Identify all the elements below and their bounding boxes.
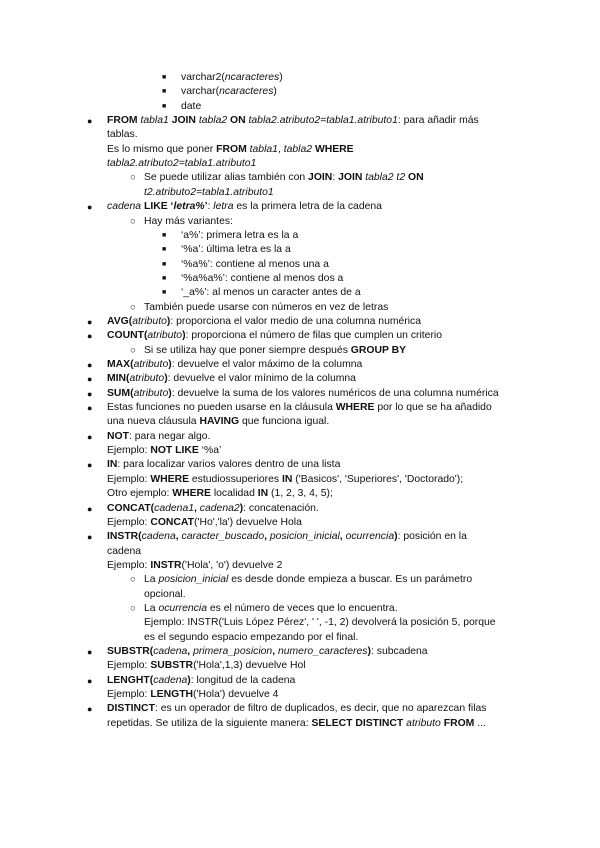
- list-item-line: [181, 100, 201, 114]
- text-run: tabla2: [283, 143, 315, 155]
- text-run: atributo: [406, 717, 444, 729]
- text-run: estudiossuperiores: [191, 473, 283, 485]
- text-run: ): [367, 646, 371, 657]
- text-run: cadena1: [154, 502, 195, 514]
- text-run: cadena: [153, 646, 188, 657]
- text-run: Es lo mismo que poner: [107, 143, 217, 155]
- list-item-line: [107, 430, 210, 444]
- text-run: tabla2 t2: [365, 172, 408, 184]
- list-item-line: [107, 717, 486, 731]
- text-run: ‘_a%’: al menos un caracter antes de a: [181, 287, 361, 299]
- text-run: MAX(: [107, 359, 134, 370]
- text-run: JOIN: [171, 115, 199, 127]
- bullet-dot-icon: ●: [87, 704, 93, 715]
- text-run: : devuelve el valor mínimo de la columna: [167, 373, 356, 385]
- text-run: Otro ejemplo:: [107, 488, 173, 500]
- text-run: tabla1: [249, 143, 278, 155]
- text-run: También puede usarse con números en vez de letras: [144, 301, 389, 313]
- text-run: atributo: [133, 359, 169, 370]
- text-run: FROM: [107, 115, 141, 127]
- text-run: ): [273, 86, 277, 98]
- bullet-dot-icon: ●: [87, 675, 93, 686]
- text-run: : para negar algo.: [128, 430, 211, 442]
- list-item-line: [107, 329, 442, 343]
- bullet-square-icon: ■: [162, 289, 167, 297]
- text-run: : es un operador de filtro de duplicados, es decir, que no aparezcan filas: [154, 703, 487, 715]
- bullet-circle-icon: ○: [130, 301, 136, 313]
- text-run: por lo que se ha añadido: [377, 402, 492, 414]
- list-item-line: [181, 243, 291, 257]
- text-run: WHERE: [150, 473, 192, 485]
- list-item-line: [107, 645, 428, 659]
- text-run: Si se utiliza hay que poner siempre después: [144, 344, 351, 356]
- text-run: : para añadir más: [397, 115, 479, 127]
- text-run: posicion_inicial: [269, 531, 340, 543]
- list-item-line: [181, 229, 298, 243]
- text-run: opcional.: [144, 588, 186, 600]
- list-item-line: [107, 157, 256, 171]
- text-run: JOIN: [338, 172, 366, 184]
- text-run: JOIN: [308, 172, 333, 184]
- bullet-square-icon: ■: [162, 231, 167, 239]
- text-run: : concatenación.: [243, 502, 319, 514]
- bullet-circle-icon: ○: [130, 574, 136, 586]
- text-run: ‘a%’: primera letra es la a: [181, 229, 299, 241]
- text-run: tabla2.atributo2=tabla1.atributo1: [248, 115, 398, 127]
- text-run: DISTINCT: [107, 703, 155, 715]
- text-run: La: [144, 574, 159, 586]
- bullet-dot-icon: ●: [87, 503, 93, 514]
- text-run: ncaracteres: [224, 72, 280, 83]
- list-item-line: [107, 143, 354, 157]
- text-run: ,: [194, 502, 200, 514]
- text-run: ): [187, 674, 191, 686]
- text-run: es el segundo espacio empezando por el final.: [144, 631, 359, 643]
- text-run: INSTR: [150, 559, 182, 571]
- text-run: : posición en la: [397, 531, 467, 543]
- text-run: atributo: [129, 373, 165, 385]
- text-run: cadena: [107, 201, 144, 213]
- list-item-line: [107, 659, 306, 673]
- list-item-line: [144, 573, 472, 587]
- text-run: IN: [107, 459, 118, 471]
- list-item-line: [107, 516, 302, 530]
- text-run: tabla2.atributo2=tabla1.atributo1: [107, 158, 257, 170]
- list-item-line: [107, 200, 382, 214]
- text-run: WHERE: [335, 402, 378, 414]
- bullet-dot-icon: ●: [87, 647, 93, 657]
- text-run: ('Hola',1,3) devuelve Hol: [193, 660, 306, 672]
- bullet-dot-icon: ●: [87, 532, 93, 543]
- text-run: :: [332, 172, 339, 184]
- list-item-line: [107, 473, 463, 487]
- text-run: una nueva cláusula: [107, 416, 200, 428]
- text-run: ): [166, 315, 171, 327]
- text-run: cadena: [153, 674, 188, 686]
- text-run: AVG(: [107, 315, 133, 327]
- text-run: ): [164, 373, 168, 385]
- list-item-line: [107, 674, 295, 688]
- text-run: que funciona igual.: [241, 416, 330, 428]
- text-run: ,: [187, 646, 194, 657]
- list-item-line: [181, 258, 329, 272]
- text-run: Ejemplo: INSTR('Luis López Pérez', ' ', -1, 2) devolverá la posición 5, porque: [144, 617, 496, 629]
- text-run: ): [239, 502, 244, 514]
- text-run: HAVING: [199, 416, 242, 428]
- text-run: Ejemplo:: [107, 689, 151, 701]
- text-run: tablas.: [107, 129, 138, 141]
- text-run: primera_posicion: [193, 646, 273, 657]
- bullet-circle-icon: ○: [130, 215, 136, 227]
- text-run: : devuelve el valor máximo de la columna: [171, 359, 363, 370]
- text-run: La: [144, 602, 159, 614]
- text-run: IN: [257, 488, 272, 500]
- text-run: ,: [175, 531, 182, 543]
- list-item-line: [181, 286, 361, 300]
- list-item-line: [181, 272, 343, 286]
- list-item-line: [107, 530, 467, 544]
- text-run: :: [207, 201, 214, 213]
- text-run: Ejemplo:: [107, 473, 151, 485]
- text-run: LIKE ‘: [143, 201, 174, 213]
- text-run: repetidas. Se utiliza de la siguiente manera:: [107, 717, 312, 729]
- text-run: tabla2: [198, 115, 231, 127]
- text-run: Se puede utilizar alias también con: [144, 172, 309, 184]
- text-run: varchar2(: [181, 72, 225, 83]
- text-run: ON: [407, 172, 424, 184]
- list-item-line: [144, 301, 388, 315]
- text-run: LENGTH: [150, 689, 194, 701]
- bullet-square-icon: ■: [162, 274, 167, 282]
- list-item-line: [107, 502, 319, 516]
- text-run: Estas funciones no pueden usarse en la cláusula: [107, 402, 336, 414]
- bullet-dot-icon: ●: [87, 331, 93, 342]
- text-run: es la primera letra de la cadena: [236, 201, 382, 213]
- bullet-square-icon: ■: [162, 88, 167, 96]
- bullet-dot-icon: ●: [87, 403, 93, 414]
- text-run: ‘%a’: última letra es la a: [181, 244, 291, 256]
- bullet-dot-icon: ●: [87, 360, 93, 370]
- text-run: ‘%a’: [201, 445, 222, 457]
- list-item-line: [107, 444, 221, 458]
- text-run: NOT: [107, 430, 129, 442]
- list-item-line: [144, 186, 274, 200]
- text-run: localidad: [213, 488, 258, 500]
- list-item-line: [144, 602, 398, 616]
- list-item-line: [144, 344, 406, 358]
- text-run: t2.atributo2=tabla1.atributo1: [144, 186, 274, 198]
- text-run: numero_caracteres: [277, 646, 368, 657]
- list-item-line: [107, 702, 486, 716]
- text-run: GROUP BY: [350, 344, 407, 356]
- bullet-square-icon: ■: [162, 260, 167, 268]
- list-item-line: [181, 71, 283, 85]
- bullet-circle-icon: ○: [130, 602, 136, 614]
- list-item-line: [107, 401, 492, 415]
- list-item-line: [144, 215, 233, 229]
- text-run: Hay más variantes:: [144, 215, 233, 227]
- list-item-line: [107, 372, 356, 386]
- text-run: cadena: [141, 531, 176, 543]
- text-run: es desde donde empieza a buscar. Es un parámetro: [231, 574, 473, 586]
- text-run: ): [168, 359, 172, 370]
- text-run: CONCAT: [150, 516, 195, 528]
- text-run: ’: [204, 201, 208, 213]
- text-run: SELECT DISTINCT: [311, 717, 407, 729]
- bullet-dot-icon: ●: [87, 460, 93, 471]
- list-item-line: [107, 358, 362, 372]
- text-run: letra: [213, 201, 237, 213]
- text-run: ('Hola') devuelve 4: [193, 689, 279, 701]
- text-run: ...: [477, 717, 486, 729]
- text-run: ): [394, 531, 398, 543]
- text-run: ): [279, 72, 283, 83]
- list-item-line: [107, 487, 333, 501]
- list-item-line: [107, 559, 282, 573]
- text-run: ‘%a%’: contiene al menos una a: [181, 258, 329, 270]
- list-item-line: [107, 415, 329, 429]
- bullet-dot-icon: ●: [87, 431, 93, 442]
- text-run: tabla1: [140, 115, 172, 127]
- text-run: NOT LIKE: [150, 445, 202, 457]
- text-run: : devuelve la suma de los valores numéricos de una columna numérica: [171, 387, 499, 399]
- text-run: INSTR(: [107, 531, 142, 543]
- text-run: FROM: [443, 717, 478, 729]
- list-item-line: [181, 85, 277, 99]
- text-run: atributo: [147, 330, 183, 342]
- text-run: atributo: [132, 315, 167, 327]
- text-run: : longitud de la cadena: [190, 674, 296, 686]
- text-run: ocurrencia: [158, 602, 210, 614]
- text-run: ,: [277, 143, 284, 155]
- text-run: COUNT(: [107, 330, 148, 342]
- text-run: ): [168, 387, 172, 399]
- text-run: ncaracteres: [219, 86, 274, 98]
- text-run: cadena2: [199, 502, 240, 514]
- text-run: ('Basicos', 'Superiores', 'Doctorado');: [295, 473, 464, 485]
- list-item-line: [144, 616, 496, 630]
- text-run: IN: [282, 473, 296, 485]
- text-run: letra%: [173, 201, 205, 213]
- list-item-line: [107, 315, 421, 329]
- list-item-line: [107, 114, 479, 128]
- text-run: SUM(: [107, 387, 134, 399]
- list-item-line: [107, 387, 499, 401]
- text-run: Ejemplo:: [107, 516, 151, 528]
- text-run: ocurrencia: [345, 531, 395, 543]
- text-run: caracter_buscado: [181, 531, 265, 543]
- text-run: ,: [339, 531, 346, 543]
- text-run: Ejemplo:: [107, 660, 151, 672]
- list-item-line: [107, 128, 138, 142]
- text-run: : proporciona el número de filas que cumplen un criterio: [185, 330, 442, 342]
- text-run: ): [182, 330, 186, 342]
- bullet-dot-icon: ●: [87, 388, 93, 399]
- bullet-square-icon: ■: [162, 246, 167, 254]
- bullet-circle-icon: ○: [130, 344, 136, 356]
- list-item-line: [107, 545, 141, 559]
- text-run: LENGHT(: [107, 674, 154, 686]
- bullet-square-icon: ■: [162, 102, 167, 110]
- bullet-circle-icon: ○: [130, 172, 136, 184]
- text-run: ('Hola', 'o') devuelve 2: [181, 559, 283, 571]
- text-run: CONCAT(: [107, 502, 155, 514]
- bullet-dot-icon: ●: [87, 316, 93, 327]
- text-run: : para localizar varios valores dentro de una lista: [117, 459, 341, 471]
- list-item-line: [144, 631, 358, 645]
- text-run: varchar(: [181, 86, 220, 98]
- text-run-wrapper: [173, 201, 204, 212]
- list-item-line: [107, 458, 340, 472]
- text-run: SUBSTR: [150, 660, 194, 672]
- text-run: ('Ho','la') devuelve Hola: [194, 516, 302, 528]
- text-run: WHERE: [172, 488, 214, 500]
- text-run: ON: [230, 115, 249, 127]
- text-run: WHERE: [314, 143, 354, 155]
- text-run: cadena: [107, 545, 142, 557]
- text-run: date: [181, 100, 202, 112]
- text-run: posicion_inicial: [158, 574, 232, 586]
- text-run: : proporciona el valor medio de una columna numérica: [170, 315, 422, 327]
- text-run: FROM: [216, 143, 250, 155]
- bullet-dot-icon: ●: [87, 116, 93, 127]
- text-run: SUBSTR(: [107, 646, 154, 657]
- text-run: es el número de veces que lo encuentra.: [209, 602, 398, 614]
- list-item-line: [144, 588, 186, 602]
- text-run: (1, 2, 3, 4, 5);: [271, 488, 333, 500]
- text-run: ‘%a%a%’: contiene al menos dos a: [181, 272, 344, 284]
- text-run: Ejemplo:: [107, 445, 151, 457]
- bullet-square-icon: ■: [162, 74, 167, 81]
- text-run: ,: [264, 531, 270, 543]
- bullet-dot-icon: ●: [87, 374, 93, 385]
- text-run: Ejemplo:: [107, 559, 151, 571]
- text-run: MIN(: [107, 373, 130, 385]
- bullet-dot-icon: ●: [87, 202, 93, 213]
- list-item-line: [144, 171, 424, 185]
- text-run: atributo: [133, 387, 169, 399]
- list-item-line: [107, 688, 278, 702]
- text-run: : subcadena: [370, 646, 428, 657]
- text-run: ,: [272, 646, 278, 657]
